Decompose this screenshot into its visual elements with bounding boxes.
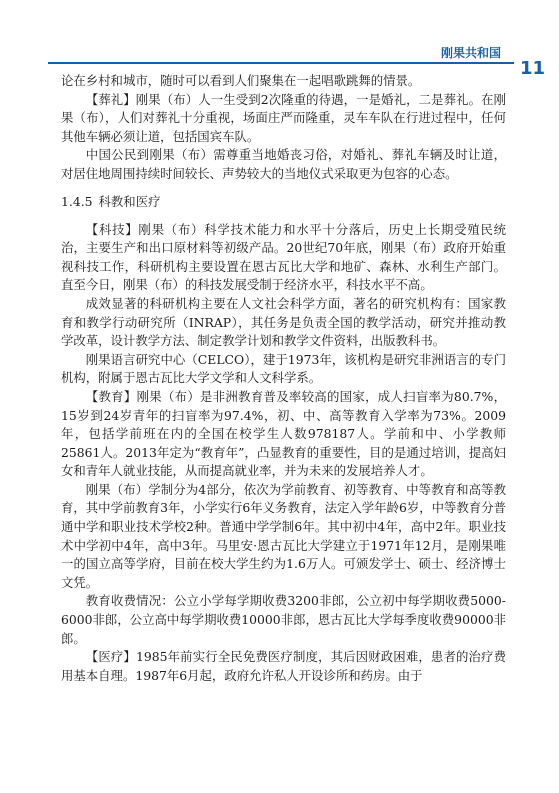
header-rule	[48, 62, 514, 64]
paragraph-technology: 【科技】刚果（布）科学技术能力和水平十分落后，历史上长期受殖民统治，主要生产和出口原材料等初级产品。20世纪70年底，刚果（布）政府开始重视科技工作，科研机构主要设置在恩古瓦比大学和地矿、森林、水利生产部门。直至今日，刚果（布）的科技发展受制于经济水平，科技水平不高。	[61, 221, 506, 293]
paragraph-medical: 【医疗】1985年前实行全民免费医疗制度，其后因财政困难，患者的治疗费用基本自理。1987年6月起，政府允许私人开设诊所和药房。由于	[61, 649, 506, 683]
paragraph: 中国公民到刚果（布）需尊重当地婚丧习俗，对婚礼、葬礼车辆及时让道，对居住地周围持续时间较长、声势较大的当地仪式采取更为包容的心态。	[61, 147, 506, 181]
section-heading	[61, 193, 506, 211]
section-title: 科教和医疗	[98, 193, 161, 209]
running-header-title: 刚果共和国	[440, 46, 501, 60]
section-number: 1.4.5	[61, 193, 93, 209]
paragraph: 教育收费情况：公立小学每学期收费3200非郎，公立初中每学期收费5000-6000非郎，公立高中每学期收费10000非郎，恩古瓦比大学每季度收费90000非郎。	[61, 593, 506, 646]
paragraph: 刚果（布）学制分为4部分，依次为学前教育、初等教育、中等教育和高等教育，其中学前教育3年，小学实行6年义务教育，法定入学年龄6岁，中等教育分普通中学和职业技术学校2种。普通中学学制6年。其中初中4年，高中2年。职业技术中学初中4年，高中3年。马里安·恩古瓦比大学建立于1971年12月，是刚果唯一的国立高等学府，目前在校大学生约为1.6万人。可颁发学士、硕士、经济博士文凭。	[61, 481, 506, 590]
paragraph-education: 【教育】刚果（布）是非洲教育普及率较高的国家，成人扫盲率为80.7%，15岁到24岁青年的扫盲率为97.4%，初、中、高等教育入学率为73%。2009年，包括学前班在内的全国在校学生人数978187人。学前和中、小学教师25861人。2013年定为“教育年”，凸显教育的重要性，目的是通过培训，提高妇女和青年人就业技能，从而提高就业率，并为未来的发展培养人才。	[61, 388, 506, 479]
paragraph: 成效显著的科研机构主要在人文社会科学方面，著名的研究机构有：国家教育和教学行动研究所（INRAP），其任务是负责全国的教学活动，研究并推动教学改革，设计教学方法、制定教学计划和教学文件资料，出版教科书。	[61, 295, 506, 349]
paragraph: 论在乡村和城市，随时可以看到人们聚集在一起唱歌跳舞的情景。	[61, 73, 421, 88]
paragraph: 刚果语言研究中心（CELCO），建于1973年，该机构是研究非洲语言的专门机构，附属于恩古瓦比大学文学和人文科学系。	[61, 351, 506, 386]
page-number: 11	[519, 58, 545, 79]
paragraph-funeral: 【葬礼】刚果（布）人一生受到2次隆重的待遇，一是婚礼，二是葬礼。在刚果（布），人们对葬礼十分重视，场面庄严而隆重，灵车车队在行进过程中，任何其他车辆必须让道，包括国宾车队。	[61, 91, 506, 144]
body-text	[61, 72, 506, 685]
